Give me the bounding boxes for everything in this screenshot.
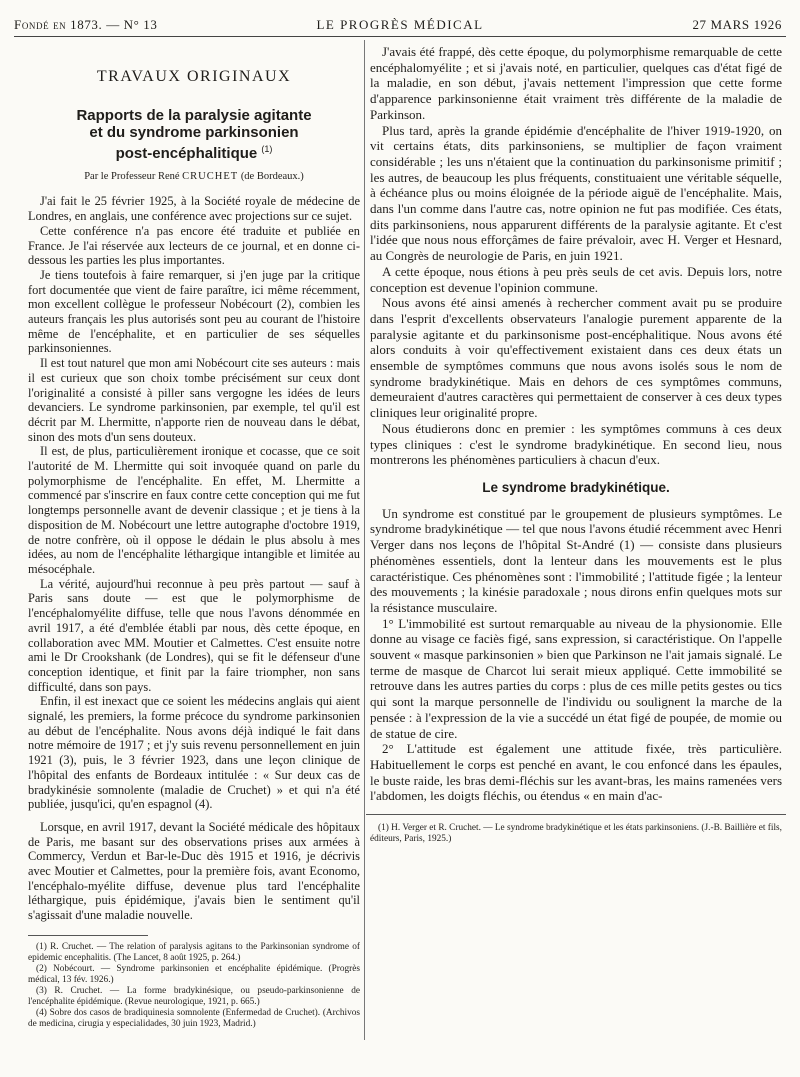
- column-divider: [364, 40, 365, 1040]
- article-title-line-text: post-encéphalitique: [115, 144, 258, 162]
- footnotes: [28, 942, 360, 1030]
- footnotes: [370, 823, 782, 845]
- paragraph: Il est, de plus, particulièrement ironique et cocasse, que ce soit l'autorité de M. Lhermitte qui soit invoquée quand on parle du polymorphisme de l'encéphalite. En effet, M. Lhermitte a commencé par s'inscrire en faux contre cette conception qui me fut longtemps personnelle avant de devenir classique ; et je tiens à la disposition de M. Nobécourt une lettre autographe d'octobre 1919, de notre confrère, où il oppose le dédain le plus absolu à mes idées, au nom de l'encéphalite léthargique intangible et limitée au mésocéphale.: [28, 444, 360, 576]
- paragraph: Il est tout naturel que mon ami Nobécourt cite ses auteurs : mais il est curieux que son choix tombe précisément sur ceux dont l'originalité a consisté à piller sans vergogne les idées de leurs devanciers. Le syndrome parkinsonien, par exemple, tel qu'il est décrit par M. Lhermitte, n'apporte rien de nouveau dans le débat, sinon des mots d'un sens douteux.: [28, 356, 360, 444]
- paragraph: Un syndrome est constitué par le groupement de plusieurs symptômes. Le syndrome bradykinétique — tel que nous l'avons étudié récemment avec Henri Verger dans nos leçons de l'hôpital St-André (1) — consiste dans plusieurs phénomènes essentiels, dont la lenteur dans les mouvements est le plus caractéristique. Ces phénomènes sont : l'immobilité ; l'attitude figée ; la lenteur des mouvements ; la kinésie paradoxale ; nous dirons enfin quelques mots sur la résistance musculaire.: [370, 505, 782, 615]
- paragraph: J'ai fait le 25 février 1925, à la Société royale de médecine de Londres, en anglais, une conférence avec projections sur ce sujet.: [28, 194, 360, 224]
- header-founded: Fondé en 1873. — N° 13: [14, 17, 158, 32]
- paragraph: Enfin, il est inexact que ce soient les médecins anglais qui aient signalé, les premiers, la forme précoce du syndrome parkinsonien au début de l'encéphalite. Nous avons déjà indiqué le fait dans notre mémoire de 1917 ; et j'y suis revenu personnellement en juin 1921 (3), puis, le 3 février 1923, dans une leçon clinique de l'hôpital des enfants de Bordeaux intitulée : « Sur deux cas de bradykinésie somnolente (maladie de Cruchet) » et qui n'a été publiée, jusqu'ici, qu'en espagnol (4).: [28, 694, 360, 812]
- paragraph: Cette conférence n'a pas encore été traduite et publiée en France. Je l'ai réservée aux lecteurs de ce journal, et en donne ci-dessous les parties les plus importantes.: [28, 223, 360, 268]
- paragraph-gap: [28, 812, 360, 820]
- paragraph: Nous avons été ainsi amenés à rechercher comment avait pu se produire dans l'esprit d'excellents observateurs l'analogie purement apparente de la paralysie agitante et du parkinsonisme post-encéphalitique. Nous avons été alors conduits à voir qu'effectivement existaient dans ces deux états un ensemble de symptômes communs que nous avons isolés sous le nom de syndrome bradykinétique. Mais en dehors de ces symptômes communs, demeuraient d'autres caractères qui permettaient de conserver à ces deux types cliniques leur originalité propre.: [370, 295, 782, 421]
- paragraph: J'avais été frappé, dès cette époque, du polymorphisme remarquable de cette encéphalomyélite ; et si j'avais noté, en particulier, quelques cas d'état figé de la maladie, en son début, j'avais nettement l'impression que cette forme d'apparence parkinsonienne était vraiment très différente de la maladie de Parkinson.: [370, 44, 782, 122]
- article-title: [28, 107, 360, 162]
- author-affiliation: (de Bordeaux.): [240, 170, 304, 182]
- footnote: (3) R. Cruchet. — La forme bradykinésique, ou pseudo-parkinsonienne de l'encéphalite épidémique. (Revue neurologique, 1921, p. 665.): [28, 985, 360, 1007]
- footnote: (2) Nobécourt. — Syndrome parkinsonien et encéphalite épidémique. (Progrès médical, 13 fév. 1926.): [28, 963, 360, 985]
- footnote: (4) Sobre dos casos de bradiquinesia somnolente (Enfermedad de Cruchet). (Archivos de medicina, cirugia y especialidades, 30 juin 1923, Madrid.): [28, 1007, 360, 1029]
- paragraph: Je tiens toutefois à faire remarquer, si j'en juge par la critique fort documentée que vient de faire paraître, ici même récemment, mon excellent collègue le professeur Nobécourt (2), combien les auteurs français les plus autorisés sont peu au courant de l'histoire même de l'encéphalite, et en particulier de ses séquelles parkinsoniennes.: [28, 267, 360, 356]
- running-header: [14, 16, 786, 37]
- author-name: CRUCHET: [182, 170, 239, 182]
- byline-prefix: Par le Professeur René: [84, 170, 180, 182]
- section-title: TRAVAUX ORIGINAUX: [96, 68, 292, 85]
- paragraph: 2° L'attitude est également une attitude fixée, très particulière. Habituellement le corps est penché en avant, le cou enfoncé dans les épaules, le buste raide, les bras demi-fléchis sur les avant-bras, les mains ramenées vers l'abdomen, les doigts fléchis, ou étendus « en main d'ac-: [370, 741, 782, 804]
- right-column: [370, 44, 782, 845]
- title-footnote-ref: (1): [261, 143, 273, 154]
- footnote-divider: [366, 814, 786, 815]
- paragraph: La vérité, aujourd'hui reconnue à peu près partout — sauf à Paris sans doute — est que le polymorphisme de l'encéphalomyélite diffuse, telle que nous l'avons dénommée en avril 1917, a été d'emblée établi par nous, dès cette époque, en collaboration avec MM. Moutier et Calmettes. C'est ensuite notre ami le Dr Crookshank (de Londres), qui se fit le défenseur d'une conception identique, et finit par la faire triompher, non sans difficulté, dans son pays.: [28, 576, 360, 694]
- left-column: [28, 44, 360, 1030]
- subsection-heading: Le syndrome bradykinétique.: [482, 479, 670, 495]
- header-journal-title: LE PROGRÈS MÉDICAL: [316, 17, 484, 32]
- byline: [28, 170, 360, 185]
- paragraph: 1° L'immobilité est surtout remarquable au niveau de la physionomie. Elle donne au visage ce faciès figé, sans expression, si caractéristique. On l'appelle souvent « masque parkinsonien » bien que Parkinson ne l'ait jamais signalé. Le terme de masque de Charcot lui serait mieux appliqué. Cette immobilité se retrouve dans les autres parties du corps : plus de ces mille petits gestes ou tics qui sont la marque personnelle de l'individu ou soulignent la marche de la pensée : à l'expression de la vie a succédé un état figé de poupée, de momie ou de statue de cire.: [370, 615, 782, 741]
- article-title-line: et du syndrome parkinsonien: [89, 123, 299, 141]
- paragraph: A cette époque, nous étions à peu près seuls de cet avis. Depuis lors, notre conception est devenue l'opinion commune.: [370, 263, 782, 295]
- footnote: (1) H. Verger et R. Cruchet. — Le syndrome bradykinétique et les états parkinsoniens. (J.-B. Baillière et fils, éditeurs, Paris, 1925.): [370, 823, 782, 845]
- footnote: (1) R. Cruchet. — The relation of paralysis agitans to the Parkinsonian syndrome of epidemic encephalitis. (The Lancet, 8 août 1925, p. 264.): [28, 941, 360, 963]
- paragraph: Nous étudierons donc en premier : les symptômes communs à ces deux types cliniques : c'est le syndrome bradykinétique. En second lieu, nous montrerons les phénomènes particuliers à chacun d'eux.: [370, 420, 782, 468]
- footnote-divider: [28, 935, 148, 936]
- paragraph: Lorsque, en avril 1917, devant la Société médicale des hôpitaux de Paris, me basant sur des observations prises aux armées à Commercy, Verdun et Bar-le-Duc dès 1915 et 1916, je décrivis avec Moutier et Calmettes, pour la première fois, avant Economo, l'encéphalo-myélite diffuse, devenue plus tard l'encéphalite léthargique, puis épidémique, j'avais bien le sentiment qu'il s'agissait d'une maladie nouvelle.: [28, 819, 360, 923]
- paragraph: Plus tard, après la grande épidémie d'encéphalite de l'hiver 1919-1920, on vit certains états, dits parkinsoniens, se multiplier de façon vraiment considérable ; les uns n'étaient que la continuation du parkinsonisme primitif ; les autres, de beaucoup les plus fréquents, constituaient une véritable séquelle, à échéance plus ou moins éloignée de la période aiguë de l'encéphalite. Mais, dans l'un comme dans l'autre cas, notre opinion ne fut pas modifiée. Ces états, dits parkinsoniens, nous apparurent différents de la paralysie agitante. Et c'est l'idée que nous nous efforçâmes de faire prévaloir, avec H. Verger et Hesnard, au Congrès de neurologie de Paris, en juin 1921.: [370, 122, 782, 264]
- header-date: 27 MARS 1926: [692, 17, 782, 32]
- article-title-line: [28, 141, 360, 162]
- article-title-line: Rapports de la paralysie agitante: [76, 106, 312, 124]
